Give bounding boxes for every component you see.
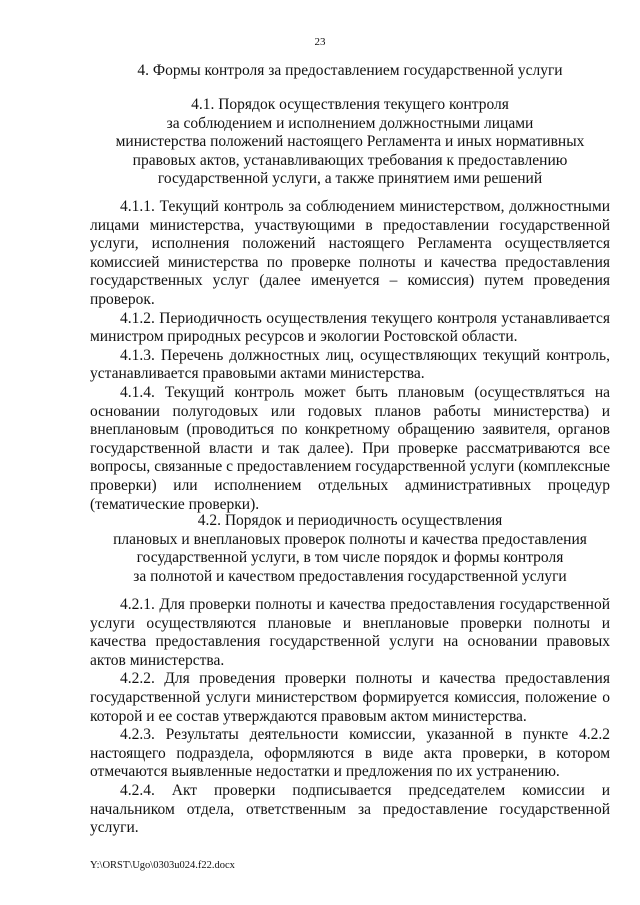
footer-file-path: Y:\ORST\Ugo\0303u024.f22.docx — [90, 860, 235, 871]
heading-line: плановых и внеплановых проверок полноты и качества предоставления — [113, 530, 587, 548]
paragraph-4-1-4: 4.1.4. Текущий контроль может быть плановым (осуществляться на основании полугодовых или годовых планов работы министерства) и внеплановым (проводиться по конкретному обращению заявителя, органов государственной власти и так далее). При проверке рассматриваются все вопросы, связанные с предоставлением государственной услуги (комплексные проверки) или исполнением отдельных административных процедур (тематические проверки). — [90, 383, 610, 513]
subsection-4-2-heading — [90, 512, 610, 586]
heading-line: за полнотой и качеством предоставления государственной услуги — [133, 567, 567, 585]
paragraph-4-2-3: 4.2.3. Результаты деятельности комиссии, указанной в пункте 4.2.2 настоящего подраздела, оформляются в виде акта проверки, в котором отмечаются выявленные недостатки и предложения по их устранению. — [90, 726, 610, 781]
paragraph-4-1-2: 4.1.2. Периодичность осуществления текущего контроля устанавливается министром природных ресурсов и экологии Ростовской области. — [90, 309, 610, 346]
heading-line: 4.2. Порядок и периодичность осуществления — [197, 512, 503, 529]
section-heading: 4. Формы контроля за предоставлением государственной услуги — [137, 62, 563, 79]
paragraph-4-2-4: 4.2.4. Акт проверки подписывается председателем комиссии и начальником отдела, ответственным за предоставление государственной услуги. — [90, 781, 610, 837]
heading-line: за соблюдением и исполнением должностными лицами — [166, 114, 534, 132]
subsection-4-1-heading — [90, 96, 610, 189]
paragraph-4-2-2: 4.2.2. Для проведения проверки полноты и качества предоставления государственной услуги министерством формируется комиссия, положение о которой и ее состав утверждаются правовым актом министерства. — [90, 670, 610, 725]
heading-line: министерства положений настоящего Регламента и иных нормативных — [115, 133, 585, 151]
heading-line: государственной услуги, а также принятием ими решений — [157, 170, 543, 188]
heading-line: правовых актов, устанавливающих требования к предоставлению — [132, 151, 568, 169]
paragraph-4-2-1: 4.2.1. Для проверки полноты и качества предоставления государственной услуги осуществляются плановые и внеплановые проверки полноты и качества предоставления государственной услуги на основании правовых актов министерства. — [90, 596, 610, 669]
heading-line: государственной услуги, в том числе порядок и формы контроля — [136, 549, 564, 567]
page-number: 23 — [314, 36, 326, 48]
paragraph-4-1-3: 4.1.3. Перечень должностных лиц, осуществляющих текущий контроль, устанавливается правовыми актами министерства. — [90, 346, 610, 383]
subsection-4-1-body — [90, 198, 610, 514]
subsection-4-2-body — [90, 596, 610, 838]
heading-line: 4.1. Порядок осуществления текущего контроля — [191, 96, 509, 113]
paragraph-4-1-1: 4.1.1. Текущий контроль за соблюдением министерством, должностными лицами министерства, участвующими в предоставлении государственной услуги, исполнения положений настоящего Регламента осуществляется комиссией министерства по проверке полноты и качества предоставления государственных услуг (далее именуется – комиссия) путем проведения проверок. — [90, 198, 610, 308]
